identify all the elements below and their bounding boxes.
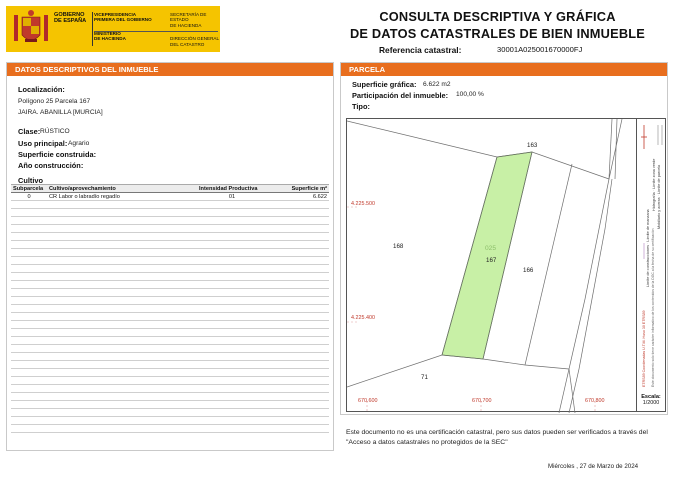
y-coordinate-label: 4.225.500 [351, 201, 375, 207]
table-cell [197, 233, 267, 241]
table-cell [11, 377, 47, 385]
table-cell [47, 249, 197, 257]
participacion-value: 100,00 % [456, 91, 484, 98]
localizacion-line1: Polígono 25 Parcela 167 [18, 98, 91, 105]
table-cell [11, 297, 47, 305]
uso-label: Uso principal: [18, 139, 68, 148]
table-cell [197, 217, 267, 225]
table-cell [11, 369, 47, 377]
legend-note: Este documento solo tiene carácter informativo de los contenidos de la DGC a la fecha de su certificación [651, 228, 655, 387]
table-cell [197, 201, 267, 209]
table-cell [11, 217, 47, 225]
col-intensidad: Intensidad Productiva [197, 185, 267, 193]
tipo-label: Tipo: [352, 102, 370, 111]
table-cell [197, 353, 267, 361]
table-cell [197, 337, 267, 345]
table-cell [267, 217, 329, 225]
table-row [11, 249, 329, 257]
table-row [11, 217, 329, 225]
legend-text-3: Límite de construcciones · Límite de manzana [646, 209, 650, 287]
table-row [11, 281, 329, 289]
table-row [11, 193, 329, 201]
table-cell: CR Labor o labradío regadío [47, 193, 197, 201]
table-cell [267, 201, 329, 209]
parcel-highlight-label: 025 [485, 245, 497, 252]
parcel-heading: PARCELA [341, 63, 667, 76]
clase-value: RÚSTICO [40, 128, 70, 135]
table-cell [197, 281, 267, 289]
table-cell [11, 361, 47, 369]
referencia-label: Referencia catastral: [379, 45, 462, 55]
table-cell: 0 [11, 193, 47, 201]
table-cell [11, 337, 47, 345]
table-row [11, 225, 329, 233]
table-cell [47, 369, 197, 377]
table-cell [11, 345, 47, 353]
table-row [11, 289, 329, 297]
table-cell [47, 297, 197, 305]
table-cell [47, 265, 197, 273]
table-cell [47, 401, 197, 409]
table-row [11, 233, 329, 241]
col-subparcela: Subparcela [11, 185, 47, 193]
table-cell [267, 417, 329, 425]
table-cell [267, 297, 329, 305]
table-cell [267, 425, 329, 433]
table-row [11, 385, 329, 393]
table-cell [47, 377, 197, 385]
table-cell [11, 409, 47, 417]
table-cell [47, 337, 197, 345]
table-row [11, 241, 329, 249]
table-cell [197, 209, 267, 217]
table-cell [197, 345, 267, 353]
secretariat-text: SECRETARÍA DE ESTADO DE HACIENDA DIRECCIÓN GENERAL DEL CATASTRO [170, 12, 220, 47]
legend-separator [636, 118, 637, 412]
parcel-label: 71 [421, 374, 428, 381]
table-cell [47, 217, 197, 225]
table-row [11, 409, 329, 417]
table-cell [267, 305, 329, 313]
table-cell [267, 329, 329, 337]
clase-label: Clase: [18, 127, 41, 136]
table-cell [267, 409, 329, 417]
table-row [11, 329, 329, 337]
table-cell [267, 273, 329, 281]
government-logo-block [6, 6, 220, 52]
x-coordinate-label: 670.700 [472, 398, 492, 404]
table-cell [11, 313, 47, 321]
table-cell [197, 289, 267, 297]
table-row [11, 353, 329, 361]
table-cell [197, 425, 267, 433]
participacion-label: Participación del inmueble: [352, 91, 449, 100]
table-row [11, 321, 329, 329]
table-header-row [11, 185, 329, 193]
table-cell [197, 305, 267, 313]
table-cell [267, 281, 329, 289]
table-cell [267, 257, 329, 265]
table-cell [47, 425, 197, 433]
legend-text-2: Mobiliario y aceras · Límite de parcela [657, 164, 661, 229]
table-cell [47, 353, 197, 361]
table-row [11, 425, 329, 433]
table-cell [197, 401, 267, 409]
table-cell [47, 393, 197, 401]
table-cell [197, 265, 267, 273]
table-row [11, 345, 329, 353]
gobierno-label: GOBIERNO DE ESPAÑA [54, 12, 87, 25]
table-cell [267, 369, 329, 377]
table-cell [11, 353, 47, 361]
table-cell [47, 313, 197, 321]
table-row [11, 265, 329, 273]
table-cell [11, 425, 47, 433]
table-cell [267, 241, 329, 249]
logo-divider [92, 12, 93, 46]
ministry-text: VICEPRESIDENCIA PRIMERA DEL GOBIERNO MINISTERIO DE HACIENDA [94, 12, 152, 42]
legend-coords-note: ETRS89 Coordenadas U.T.M. Huso 30 ETRS89 [642, 310, 646, 387]
table-cell [47, 409, 197, 417]
table-cell [267, 209, 329, 217]
table-cell [11, 329, 47, 337]
table-row [11, 313, 329, 321]
table-cell [47, 257, 197, 265]
table-cell [197, 257, 267, 265]
table-cell [197, 225, 267, 233]
table-cell [197, 361, 267, 369]
table-cell [267, 313, 329, 321]
table-row [11, 297, 329, 305]
table-cell [11, 257, 47, 265]
table-cell [11, 201, 47, 209]
table-cell [267, 225, 329, 233]
table-cell [11, 417, 47, 425]
logo-rule [94, 31, 218, 32]
table-cell [11, 233, 47, 241]
table-cell [47, 225, 197, 233]
col-superficie: Superficie m² [267, 185, 329, 193]
table-cell [47, 345, 197, 353]
table-cell [11, 401, 47, 409]
table-cell [47, 321, 197, 329]
table-cell [47, 289, 197, 297]
parcel-label: 167 [486, 257, 497, 264]
table-cell [11, 385, 47, 393]
parcel-label: 166 [523, 267, 534, 274]
table-row [11, 393, 329, 401]
verification-note: Este documento no es una certificación catastral, pero sus datos pueden ser verificados a través del "Acceso a datos catastrales no protegidos de la SEC" [346, 429, 648, 447]
table-cell: 01 [197, 193, 267, 201]
scale-label: Escala: [641, 394, 661, 400]
table-cell [267, 337, 329, 345]
uso-value: Agrario [68, 140, 90, 147]
table-row [11, 201, 329, 209]
table-cell [197, 393, 267, 401]
table-cell [267, 249, 329, 257]
table-cell [267, 265, 329, 273]
table-row [11, 257, 329, 265]
superficie-construida-label: Superficie construida: [18, 150, 97, 159]
table-cell [47, 281, 197, 289]
table-row [11, 361, 329, 369]
table-cell [197, 329, 267, 337]
table-cell [267, 353, 329, 361]
cultivo-label: Cultivo [18, 176, 44, 185]
localizacion-line2: JAIRA. ABANILLA [MURCIA] [18, 109, 103, 116]
cadastral-map[interactable] [346, 118, 666, 412]
table-cell [267, 385, 329, 393]
coat-of-arms-icon [10, 9, 52, 49]
table-cell [197, 273, 267, 281]
cultivo-table [11, 184, 329, 433]
table-cell [11, 249, 47, 257]
table-cell [197, 417, 267, 425]
table-cell [47, 233, 197, 241]
descriptive-data-heading: DATOS DESCRIPTIVOS DEL INMUEBLE [7, 63, 333, 76]
table-row [11, 417, 329, 425]
y-coordinate-label: 4.225.400 [351, 315, 375, 321]
table-cell [197, 409, 267, 417]
table-cell [197, 241, 267, 249]
table-row [11, 273, 329, 281]
table-cell [47, 209, 197, 217]
parcel-label: 168 [393, 243, 404, 250]
x-coordinate-label: 670.600 [358, 398, 378, 404]
document-date: Miércoles , 27 de Marzo de 2024 [548, 463, 639, 470]
table-cell [267, 393, 329, 401]
table-row [11, 305, 329, 313]
table-cell [11, 225, 47, 233]
table-cell: 6.622 [267, 193, 329, 201]
table-row [11, 369, 329, 377]
table-cell [267, 321, 329, 329]
table-cell [11, 393, 47, 401]
table-cell [47, 329, 197, 337]
table-cell [47, 417, 197, 425]
table-cell [47, 361, 197, 369]
table-cell [11, 209, 47, 217]
table-cell [11, 241, 47, 249]
anio-construccion-label: Año construcción: [18, 161, 84, 170]
x-coordinate-label: 670.800 [585, 398, 605, 404]
scale-value: 1/2000 [642, 400, 660, 406]
parcel-167-highlight [442, 152, 532, 359]
table-cell [47, 273, 197, 281]
superficie-grafica-label: Superficie gráfica: [352, 80, 417, 89]
table-cell [47, 241, 197, 249]
table-row [11, 401, 329, 409]
table-cell [267, 289, 329, 297]
table-cell [197, 313, 267, 321]
document-subtitle: DE DATOS CATASTRALES DE BIEN INMUEBLE [349, 26, 646, 41]
legend-text-1: Hidrografía · Límite zona verde [652, 158, 656, 211]
table-cell [197, 297, 267, 305]
localizacion-label: Localización: [18, 85, 65, 94]
table-cell [47, 201, 197, 209]
col-cultivo: Cultivo/aprovechamiento [47, 185, 197, 193]
table-cell [197, 385, 267, 393]
document-title: CONSULTA DESCRIPTIVA Y GRÁFICA [379, 9, 616, 24]
table-row [11, 337, 329, 345]
table-cell [197, 249, 267, 257]
table-cell [267, 233, 329, 241]
map-scale [638, 394, 664, 410]
superficie-grafica-value: 6.622 m2 [423, 81, 451, 88]
table-cell [11, 321, 47, 329]
table-row [11, 377, 329, 385]
table-row [11, 209, 329, 217]
table-cell [267, 377, 329, 385]
table-cell [267, 345, 329, 353]
table-cell [47, 305, 197, 313]
table-cell [267, 361, 329, 369]
table-cell [11, 273, 47, 281]
table-cell [11, 289, 47, 297]
map-legend [638, 119, 667, 395]
table-cell [11, 281, 47, 289]
table-cell [11, 305, 47, 313]
table-cell [197, 369, 267, 377]
table-cell [197, 377, 267, 385]
map-drawing [347, 119, 667, 413]
parcel-label: 163 [527, 142, 538, 149]
table-cell [11, 265, 47, 273]
referencia-value: 30001A025001670000FJ [497, 45, 583, 54]
table-cell [267, 401, 329, 409]
table-cell [47, 385, 197, 393]
table-cell [197, 321, 267, 329]
